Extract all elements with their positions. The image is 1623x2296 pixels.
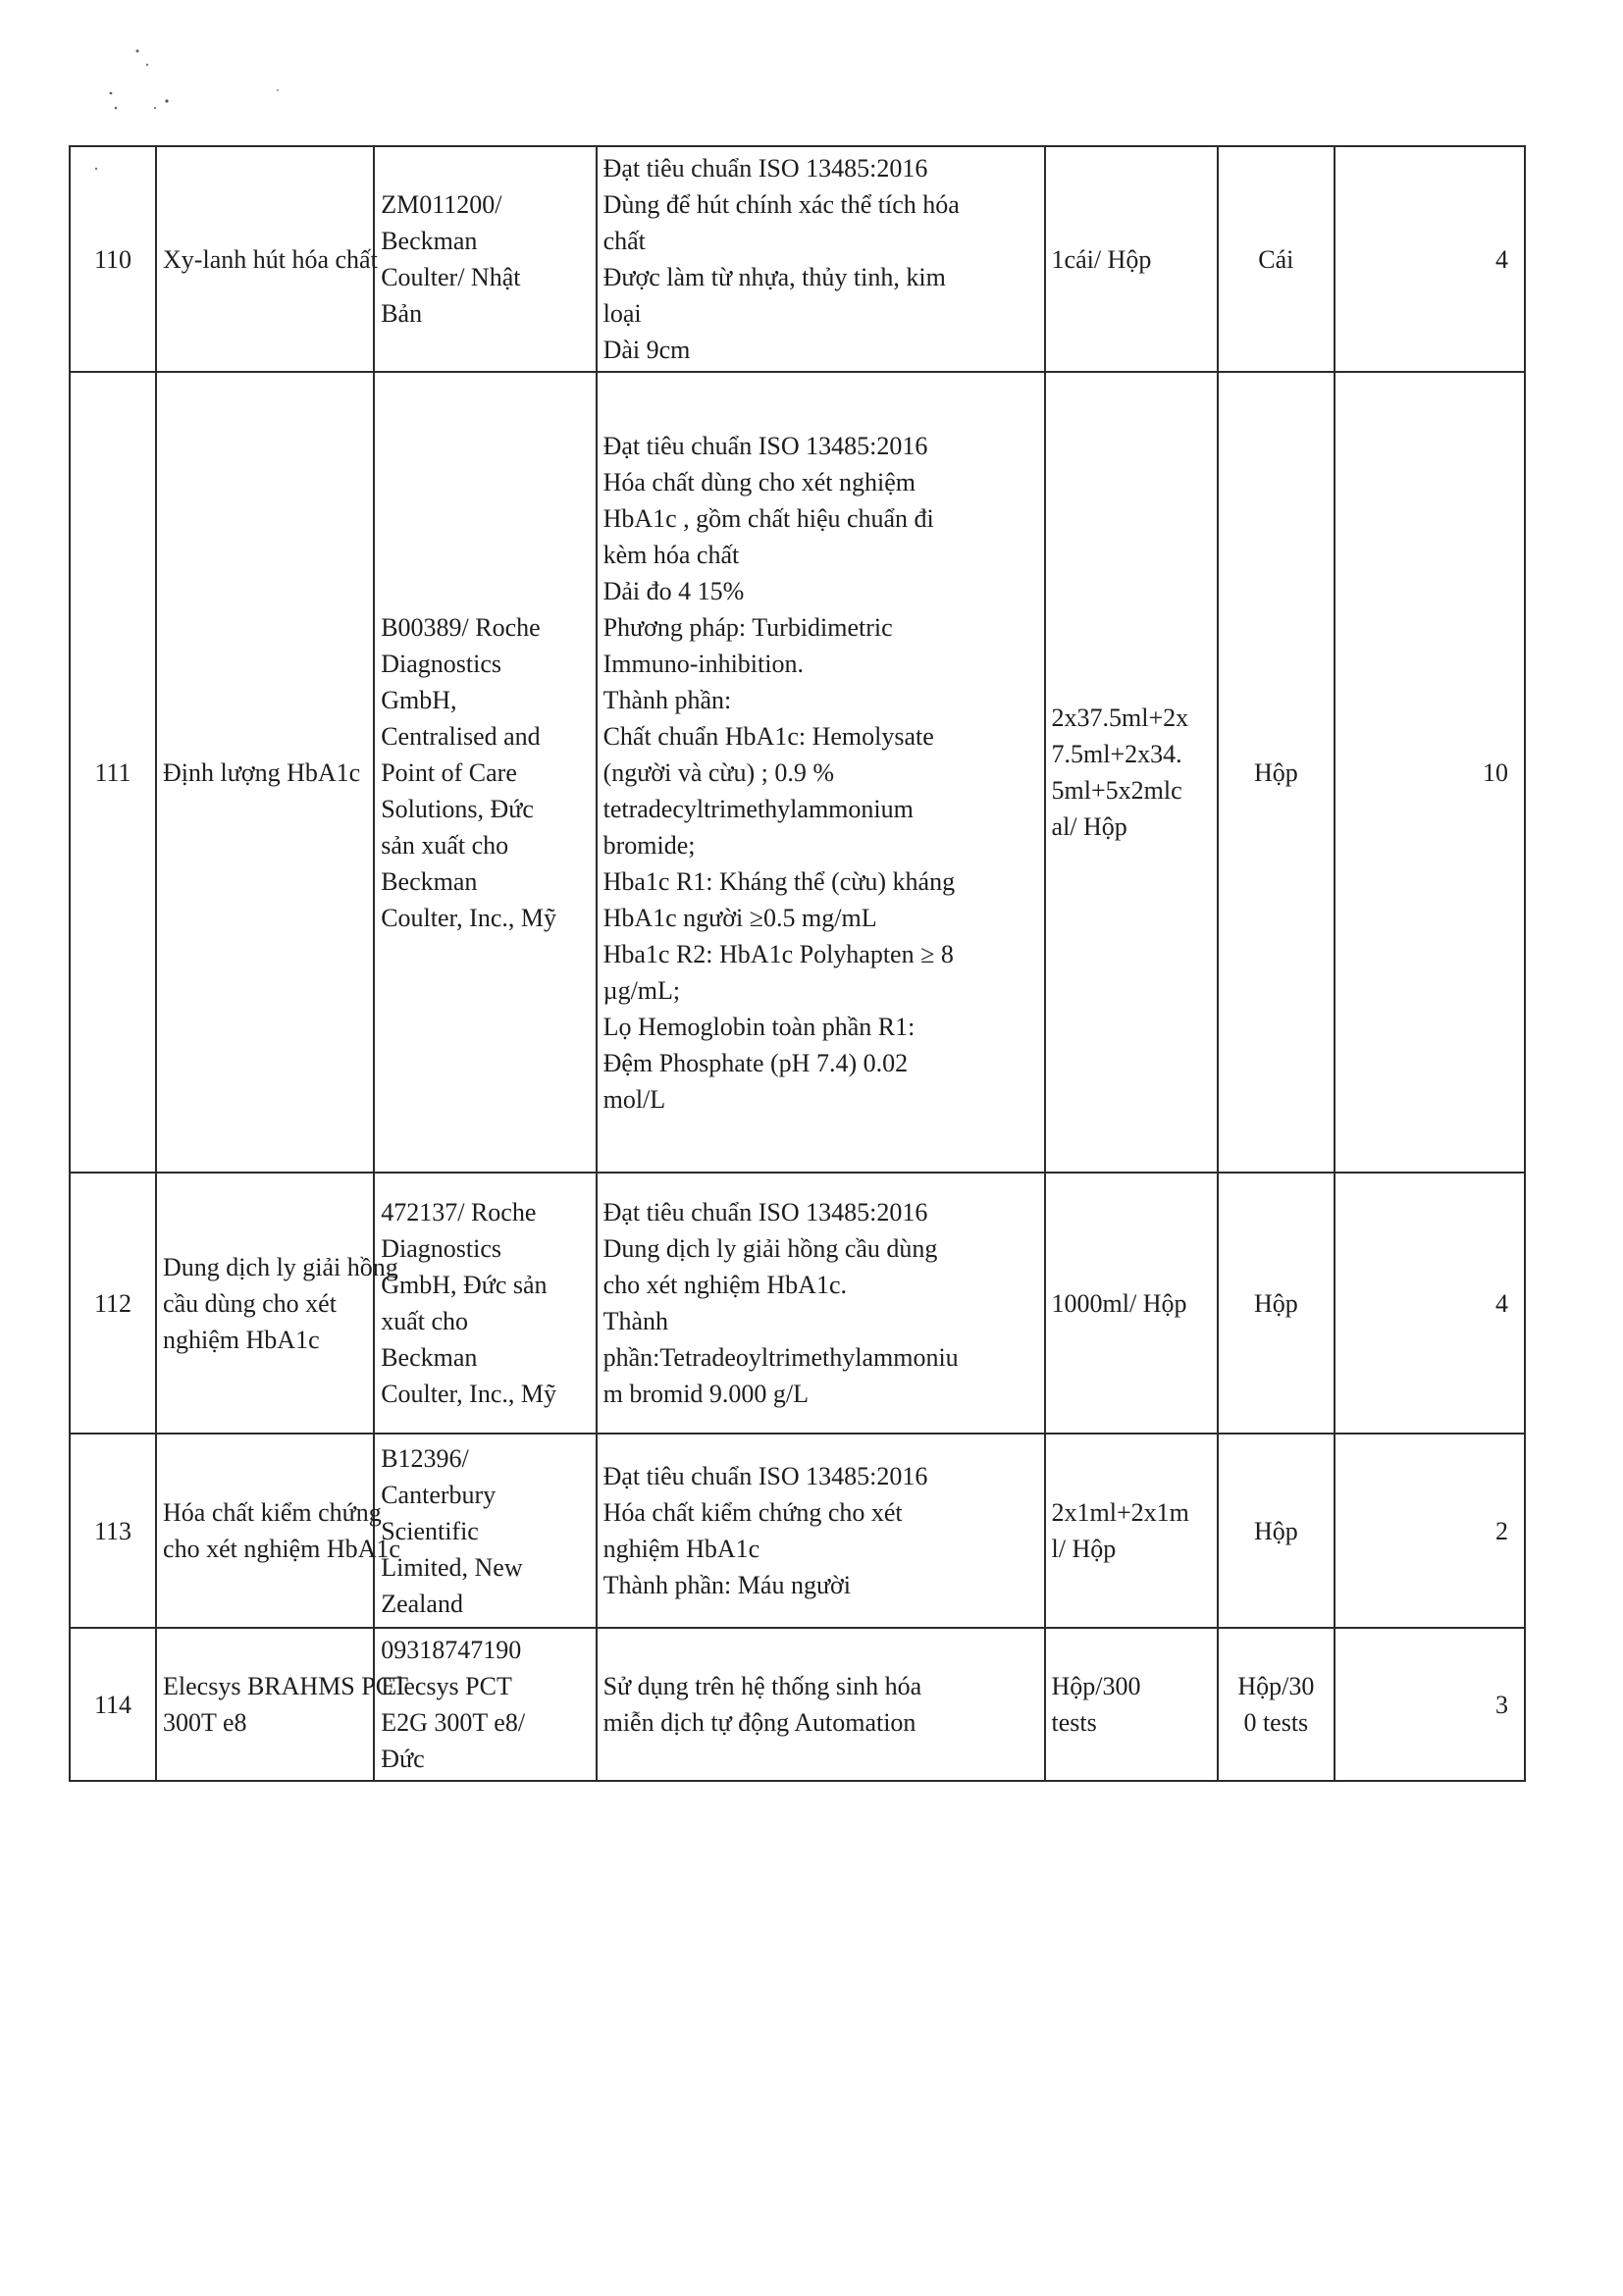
cell-quantity: 4 [1335,1173,1525,1434]
cell-line: Beckman [381,866,478,896]
cell-line: m bromid 9.000 g/L [602,1380,810,1408]
cell-quantity: 2 [1335,1434,1525,1628]
cell-line: miễn dịch tự động Automation [602,1708,916,1737]
cell-line: Cái [1258,244,1294,274]
cell-line: Đạt tiêu chuẩn ISO 13485:2016 [602,1198,928,1226]
cell-line: Centralised and [381,721,541,751]
cell-line: Limited, New [381,1552,523,1582]
cell-line: 7.5ml+2x34. [1051,740,1182,768]
cell-line: cho xét nghiệm HbA1c [163,1535,400,1563]
cell-line: Lọ Hemoglobin toàn phần R1: [602,1012,916,1041]
cell-line: Đạt tiêu chuẩn ISO 13485:2016 [602,154,928,183]
cell-line: E2G 300T e8/ [381,1708,526,1737]
cell-line: Dải đo 4 15% [602,576,745,605]
cell-line: Dung dịch ly giải hồng [163,1252,398,1281]
cell-quantity: 3 [1335,1628,1525,1781]
cell-line: Hộp [1253,1288,1298,1318]
cell-line: Định lượng HbA1c [163,757,361,787]
cell-line: 1cái/ Hộp [1051,244,1152,274]
cell-line: Canterbury [381,1480,497,1509]
cell-line: Elecsys BRAHMS PCT [163,1672,408,1700]
cell-line: Dài 9cm [602,336,691,364]
cell-line: phần:Tetradeoyltrimethylammoniu [602,1343,959,1372]
cell-line: 09318747190 [381,1636,522,1664]
cell-specification [597,372,1045,1173]
table-row [70,1628,1525,1781]
cell-line: Diagnostics [381,649,501,678]
cell-line: Phương pháp: Turbidimetric [602,612,893,642]
cell-line: Dùng để hút chính xác thể tích hóa [602,190,960,219]
cell-line: 0 tests [1243,1708,1309,1737]
cell-line: Thành phần: [602,685,732,714]
cell-line: Solutions, Đức [381,794,534,823]
cell-stt: 110 [70,146,156,372]
cell-specification [597,1628,1045,1781]
cell-line: Immuno-inhibition. [602,649,804,678]
table-row [70,146,1525,372]
cell-line: 2x1ml+2x1m [1051,1498,1189,1527]
cell-line: Coulter/ Nhật [381,263,521,291]
cell-line: Thành [602,1307,669,1335]
cell-line: µg/mL; [602,975,681,1005]
cell-unit [1218,146,1335,372]
cell-unit [1218,1173,1335,1434]
cell-line: Elecsys PCT [381,1672,512,1700]
cell-packaging [1045,372,1218,1173]
cell-line: Coulter, Inc., Mỹ [381,1380,556,1408]
cell-line: bromide; [602,830,696,860]
cell-line: l/ Hộp [1051,1535,1117,1563]
cell-item-name [156,372,374,1173]
cell-line: Diagnostics [381,1234,501,1263]
table-row [70,1434,1525,1628]
cell-stt: 112 [70,1173,156,1434]
cell-line: cầu dùng cho xét [163,1288,337,1318]
cell-line: (người và cừu) ; 0.9 % [602,757,835,787]
cell-line: GmbH, [381,685,457,714]
cell-line: nghiệm HbA1c [602,1535,760,1563]
cell-line: Hba1c R2: HbA1c Polyhapten ≥ 8 [602,939,954,968]
cell-line: Đạt tiêu chuẩn ISO 13485:2016 [602,1462,928,1490]
cell-code-manufacturer [374,1434,596,1628]
cell-code-manufacturer [374,1173,596,1434]
cell-line: cho xét nghiệm HbA1c. [602,1271,847,1299]
cell-line: nghiệm HbA1c [163,1325,320,1354]
cell-code-manufacturer [374,146,596,372]
table-row [70,1173,1525,1434]
cell-line: xuất cho [381,1307,469,1335]
cell-line: chất [602,227,646,255]
cell-item-name [156,146,378,372]
cell-item-name [156,1173,398,1434]
cell-specification [597,146,1045,372]
cell-packaging [1045,1628,1218,1781]
cell-line: 300T e8 [163,1708,247,1737]
cell-line: Beckman [381,1343,478,1372]
cell-line: Chất chuẩn HbA1c: Hemolysate [602,721,934,751]
cell-line: B12396/ [381,1443,469,1473]
cell-line: Bản [381,299,423,328]
cell-line: Hộp/30 [1237,1672,1315,1700]
cell-line: Point of Care [381,757,517,787]
cell-line: Zealand [381,1589,463,1618]
cell-line: 2x37.5ml+2x [1051,704,1189,732]
cell-line: HbA1c , gồm chất hiệu chuẩn đi [602,503,934,533]
cell-line: kèm hóa chất [602,540,740,569]
cell-line: Đệm Phosphate (pH 7.4) 0.02 [602,1048,909,1077]
cell-line: GmbH, Đức sản [381,1271,548,1299]
cell-line: Xy-lanh hút hóa chất [163,244,378,274]
cell-line: mol/L [602,1084,666,1114]
cell-line: Hóa chất dùng cho xét nghiệm [602,467,916,496]
cell-line: Dung dịch ly giải hồng cầu dùng [602,1234,938,1263]
supply-table [69,145,1526,1782]
cell-line: 472137/ Roche [381,1198,537,1226]
cell-line: Được làm từ nhựa, thủy tinh, kim [602,263,946,291]
cell-line: Scientific [381,1516,479,1545]
cell-packaging [1045,146,1218,372]
cell-line: B00389/ Roche [381,612,541,642]
cell-line: Thành phần: Máu người [602,1571,852,1599]
cell-line: Đức [381,1745,425,1773]
cell-line: Hóa chất kiểm chứng cho xét [602,1498,903,1527]
cell-line: Hộp/300 [1051,1672,1141,1700]
cell-stt: 113 [70,1434,156,1628]
cell-packaging [1045,1434,1218,1628]
cell-line: Beckman [381,227,478,255]
cell-specification [597,1434,1045,1628]
cell-packaging [1045,1173,1218,1434]
cell-line: Hóa chất kiểm chứng [163,1498,382,1527]
cell-line: 5ml+5x2mlc [1051,776,1182,805]
cell-unit [1218,1434,1335,1628]
cell-line: 1000ml/ Hộp [1051,1288,1187,1318]
cell-line: Sử dụng trên hệ thống sinh hóa [602,1672,922,1700]
cell-line: Hộp [1253,757,1298,787]
cell-line: ZM011200/ [381,190,502,219]
cell-line: loại [602,299,642,328]
cell-line: al/ Hộp [1051,812,1127,841]
cell-specification [597,1173,1045,1434]
cell-code-manufacturer [374,372,596,1173]
cell-line: HbA1c người ≥0.5 mg/mL [602,903,877,932]
cell-quantity: 10 [1335,372,1525,1173]
cell-unit [1218,372,1335,1173]
cell-line: Coulter, Inc., Mỹ [381,903,556,932]
cell-unit [1218,1628,1335,1781]
cell-line: tetradecyltrimethylammonium [602,794,914,823]
table-body [70,146,1525,1781]
cell-line: Hba1c R1: Kháng thể (cừu) kháng [602,866,956,896]
table-row [70,372,1525,1173]
cell-line: Đạt tiêu chuẩn ISO 13485:2016 [602,431,928,460]
cell-line: sản xuất cho [381,830,509,860]
cell-line: Hộp [1253,1516,1298,1545]
cell-stt: 114 [70,1628,156,1781]
cell-item-name [156,1434,400,1628]
cell-stt: 111 [70,372,156,1173]
cell-quantity: 4 [1335,146,1525,372]
cell-code-manufacturer [374,1628,596,1781]
cell-line: tests [1051,1708,1097,1737]
